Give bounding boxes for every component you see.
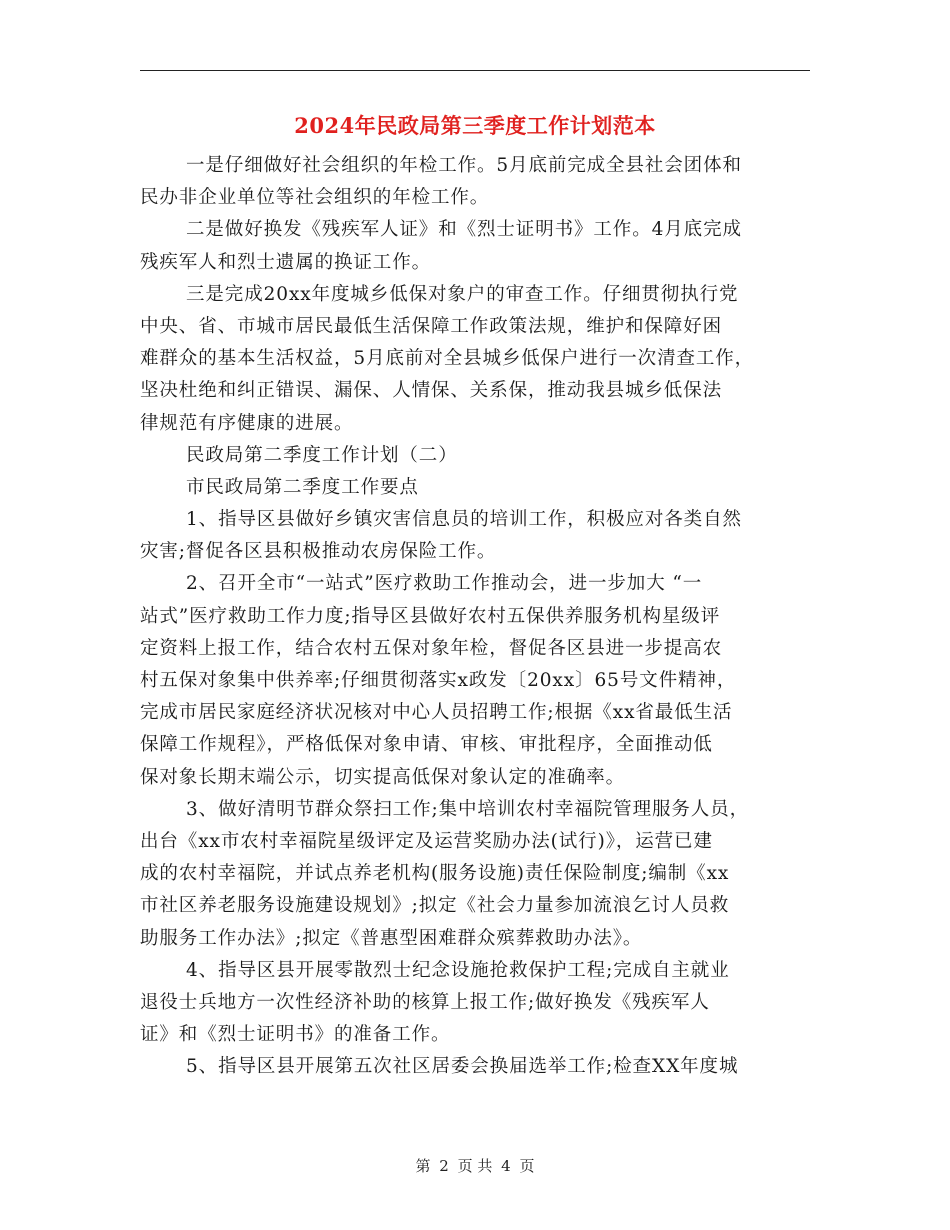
text-line: 市社区养老服务设施建设规划》;拟定《社会力量参加流浪乞讨人员救 (140, 895, 730, 917)
text-line: 完成市居民家庭经济状况核对中心人员招聘工作;根据《xx省最低生活 (140, 702, 733, 724)
text-line: 保障工作规程》，严格低保对象申请、审核、审批程序，全面推动低 (140, 734, 713, 756)
text-line: 助服务工作办法》;拟定《普惠型困难群众殡葬救助办法》。 (140, 927, 643, 949)
text-line: 2、召开全市“一站式”医疗救助工作推动会，进一步加大 “一 (186, 573, 703, 595)
text-line: 二是做好换发《残疾军人证》和《烈士证明书》工作。4月底完成 (186, 219, 742, 241)
text-line: 定资料上报工作，结合农村五保对象年检，督促各区县进一步提高农 (140, 637, 723, 659)
page-footer (0, 1155, 950, 1177)
text-line: 中央、省、市城市居民最低生活保障工作政策法规，维护和保障好困 (140, 315, 723, 337)
text-line: 站式”医疗救助工作力度;指导区县做好农村五保供养服务机构星级评 (140, 605, 721, 627)
text-line: 坚决杜绝和纠正错误、漏保、人情保、关系保，推动我县城乡低保法 (140, 380, 723, 402)
text-line: 保对象长期末端公示，切实提高低保对象认定的准确率。 (140, 766, 626, 788)
text-line: 三是完成20xx年度城乡低保对象户的审查工作。仔细贯彻执行党 (186, 283, 739, 305)
text-line: 律规范有序健康的进展。 (140, 412, 354, 434)
text-line: 民政局第二季度工作计划（二） (186, 444, 458, 466)
footer-suffix: 页 (519, 1157, 535, 1175)
text-line: 证》和《烈士证明书》的准备工作。 (140, 1024, 451, 1046)
document-body (140, 150, 820, 1083)
text-line: 1、指导区县做好乡镇灾害信息员的培训工作，积极应对各类自然 (186, 509, 742, 531)
footer-total-pages: 4 (501, 1157, 511, 1175)
footer-prefix: 第 (415, 1157, 431, 1175)
text-line: 市民政局第二季度工作要点 (186, 476, 419, 498)
footer-page-number: 2 (439, 1157, 449, 1175)
text-line: 成的农村幸福院，并试点养老机构(服务设施)责任保险制度;编制《xx (140, 863, 730, 885)
text-line: 难群众的基本生活权益，5月底前对全县城乡低保户进行一次清查工作， (140, 348, 755, 370)
text-line: 出台《xx市农村幸福院星级评定及运营奖励办法(试行)》，运营已建 (140, 830, 713, 852)
text-line: 3、做好清明节群众祭扫工作;集中培训农村幸福院管理服务人员， (186, 798, 750, 820)
text-line: 一是仔细做好社会组织的年检工作。5月底前完成全县社会团体和 (186, 155, 742, 176)
text-line: 退役士兵地方一次性经济补助的核算上报工作;做好换发《残疾军人 (140, 991, 710, 1013)
text-line: 民办非企业单位等社会组织的年检工作。 (140, 187, 490, 209)
text-line: 残疾军人和烈士遗属的换证工作。 (140, 251, 432, 273)
footer-middle: 页 共 (457, 1157, 493, 1175)
document-title: 2024年民政局第三季度工作计划范本 (294, 113, 656, 138)
text-line: 灾害;督促各区县积极推动农房保险工作。 (140, 541, 497, 563)
text-line: 4、指导区县开展零散烈士纪念设施抢救保护工程;完成自主就业 (186, 959, 730, 981)
header-rule (140, 70, 810, 71)
text-line: 5、指导区县开展第五次社区居委会换届选举工作;检查XX年度城 (186, 1056, 739, 1078)
text-line: 村五保对象集中供养率;仔细贯彻落实x政发〔20xx〕65号文件精神， (140, 670, 737, 691)
